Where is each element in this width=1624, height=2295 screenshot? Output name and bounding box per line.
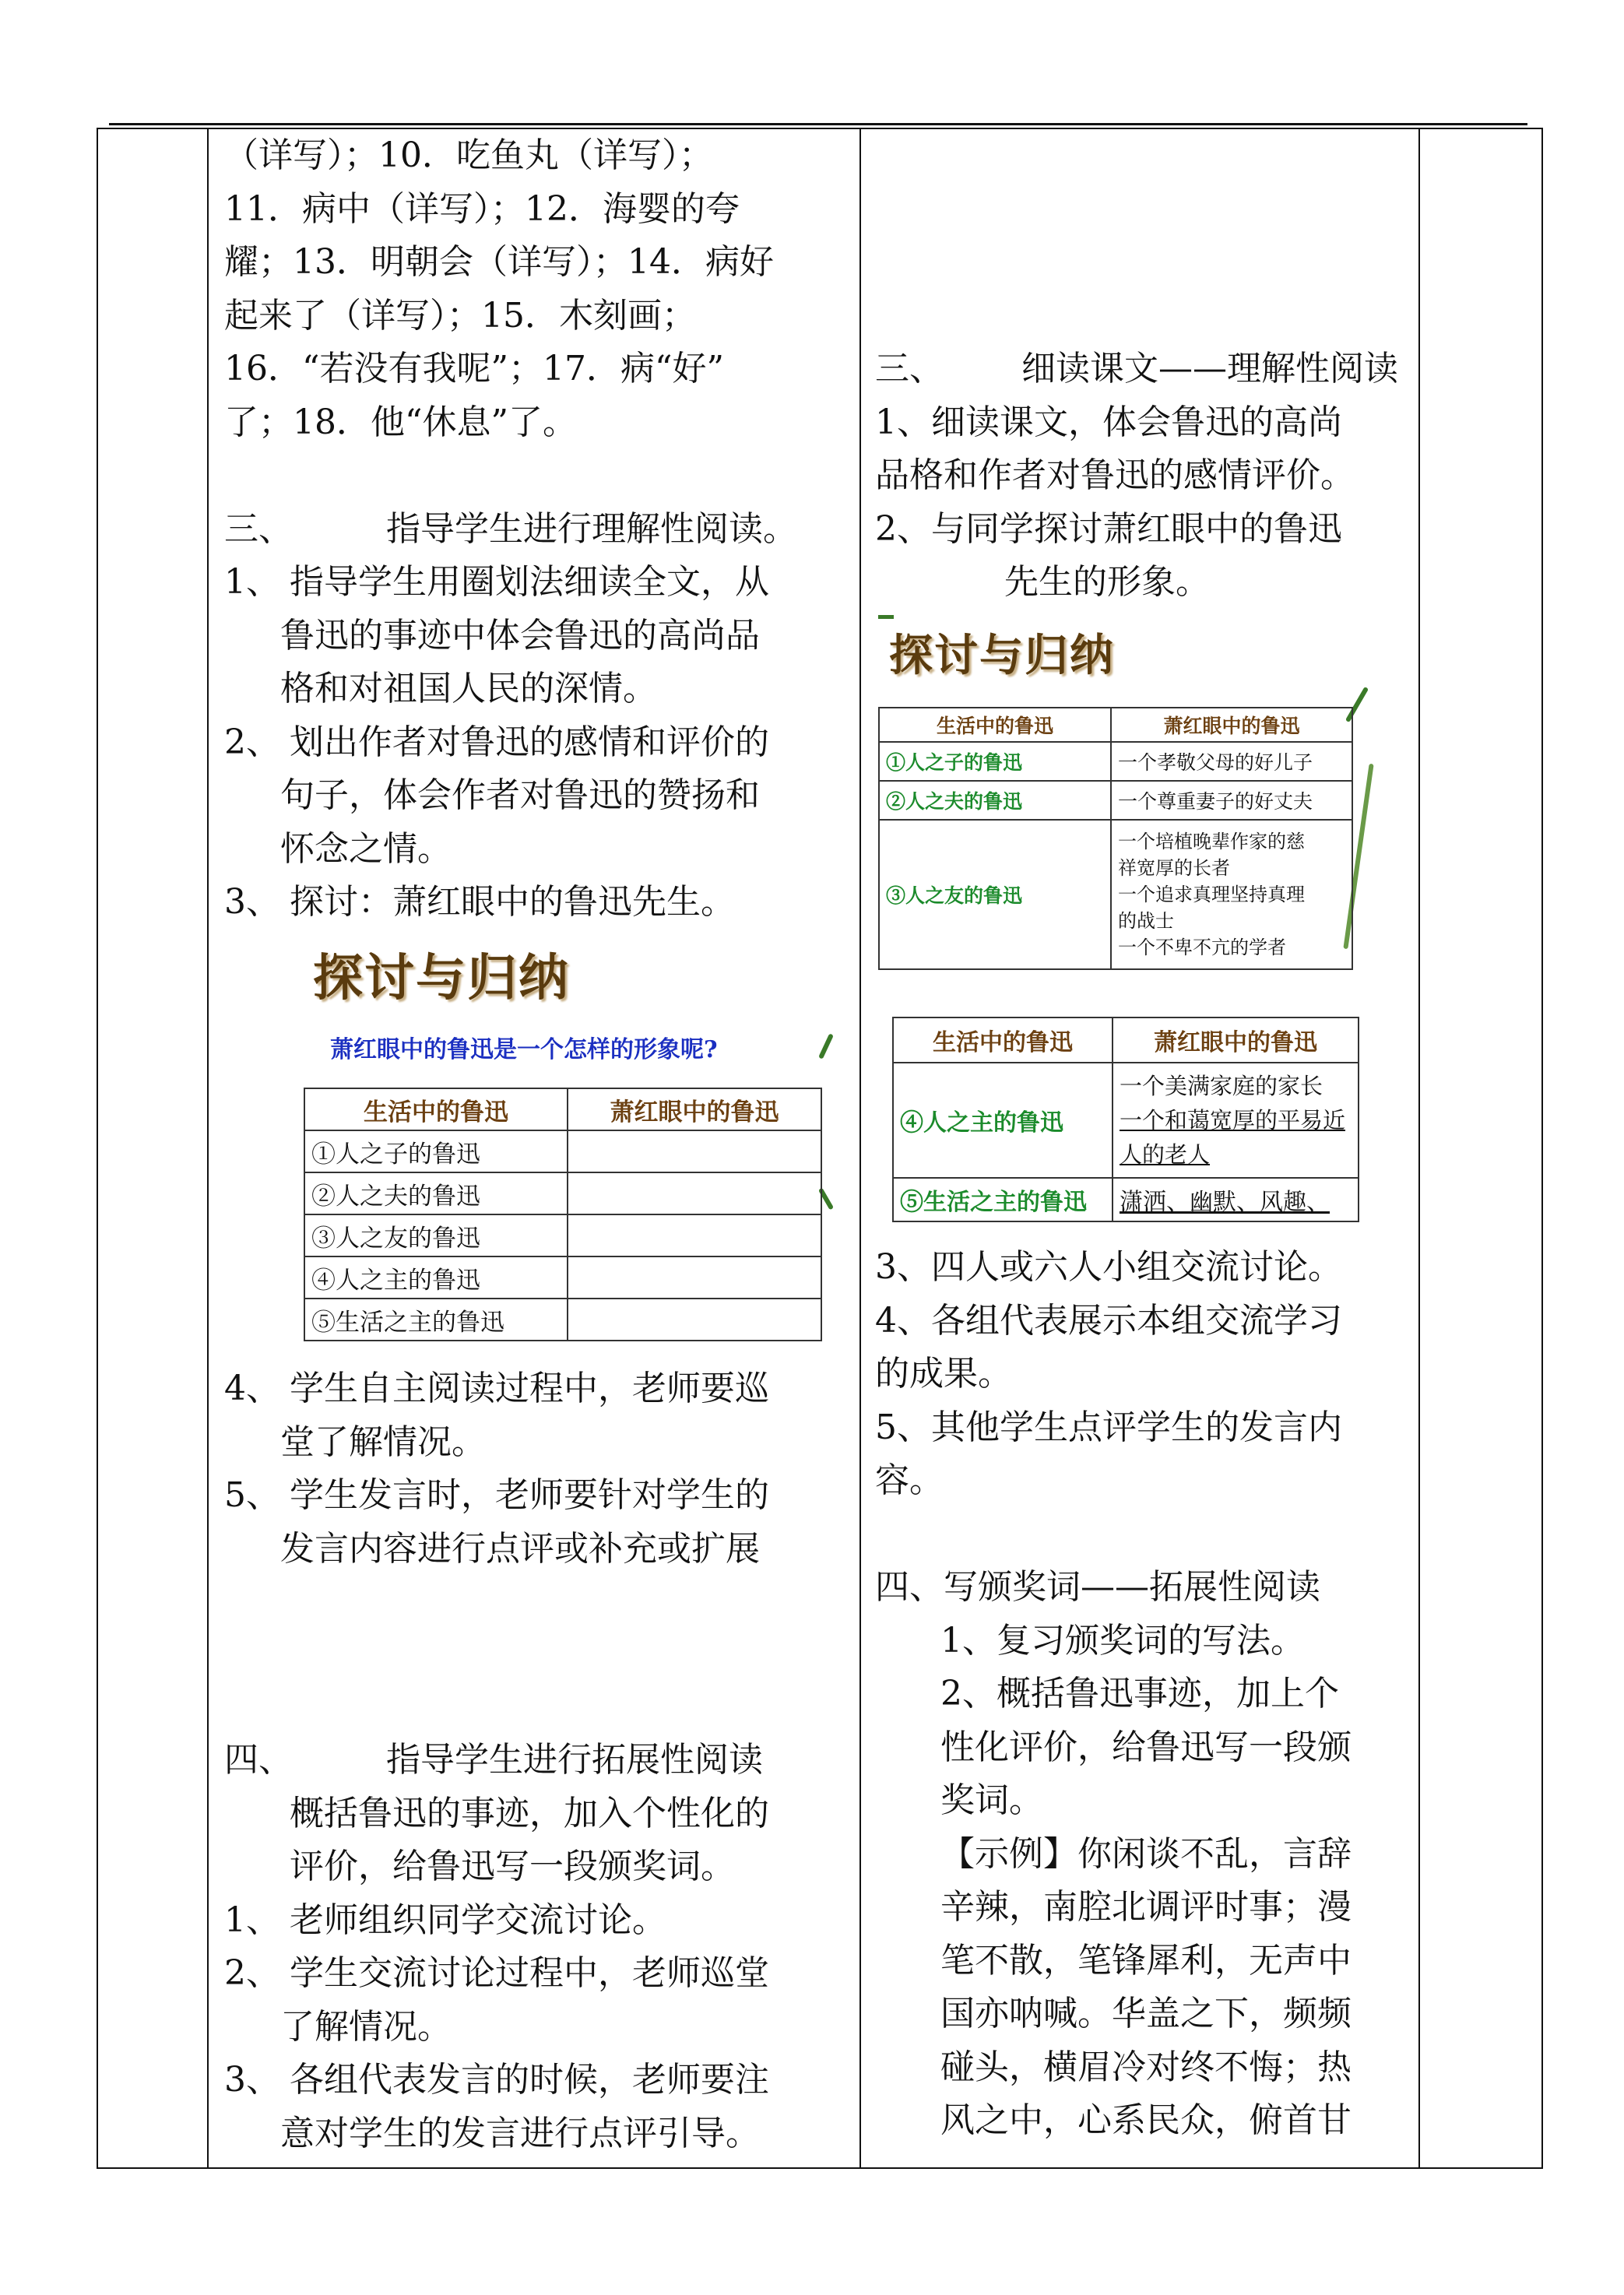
section-title: 指导学生进行拓展性阅读 bbox=[386, 1740, 763, 1780]
table-header: 萧红眼中的鲁迅 bbox=[568, 1088, 821, 1130]
item-text: 堂了解情况。 bbox=[280, 1422, 486, 1462]
item-text: 先生的形象。 bbox=[1004, 562, 1210, 602]
item-text: 格和对祖国人民的深情。 bbox=[280, 669, 657, 708]
item-number: 2、 bbox=[224, 722, 280, 762]
table-cell: 潇洒、幽默、风趣、 bbox=[1113, 1178, 1359, 1221]
slide-question: 萧红眼中的鲁迅是一个怎样的形象呢? bbox=[330, 1036, 718, 1063]
teacher-activity-column-2 bbox=[224, 1362, 870, 1576]
item-text: 了解情况。 bbox=[280, 2006, 452, 2047]
table-cell: 一个孝敬父母的好儿子 bbox=[1111, 742, 1352, 781]
cell-line: 祥宽厚的长者 bbox=[1118, 857, 1230, 879]
list-item bbox=[224, 1469, 870, 1523]
text-line: 11．病中（详写）；12．海婴的夸 bbox=[224, 188, 740, 229]
filled-comparison-table-2 bbox=[892, 1017, 1359, 1222]
blank-comparison-table bbox=[304, 1088, 822, 1341]
item-text: 老师组织同学交流讨论。 bbox=[290, 1900, 666, 1940]
text-line: 16．“若没有我呢”；17．病“好” bbox=[224, 349, 724, 388]
item-number: 5、 bbox=[224, 1475, 280, 1515]
cell-line: 一个追求真理坚持真理 bbox=[1118, 884, 1305, 905]
student-activity-column-2 bbox=[875, 1241, 1420, 2148]
table-cell bbox=[568, 1256, 821, 1299]
item-text: 学生自主阅读过程中，老师要巡 bbox=[290, 1369, 769, 1408]
item-text: 的成果。 bbox=[875, 1354, 1012, 1394]
student-activity-column bbox=[875, 343, 1420, 610]
section-description: 概括鲁迅的事迹，加入个性化的 bbox=[290, 1793, 769, 1833]
table-cell: 一个尊重妻子的好丈夫 bbox=[1111, 781, 1352, 820]
teacher-activity-column-3 bbox=[224, 1734, 870, 2160]
example-text: 风之中，心系民众，俯首甘 bbox=[940, 2100, 1352, 2140]
table-cell: ②人之夫的鲁迅 bbox=[304, 1172, 568, 1214]
table-border-left bbox=[97, 128, 98, 2169]
teacher-activity-column bbox=[224, 129, 870, 930]
item-text: 划出作者对鲁迅的感情和评价的 bbox=[290, 722, 769, 762]
cell-line: 一个和蔼宽厚的平易近 bbox=[1120, 1107, 1346, 1133]
top-rule bbox=[109, 123, 1527, 125]
item-text: 指导学生用圈划法细读全文，从 bbox=[290, 562, 769, 602]
table-cell bbox=[568, 1130, 821, 1172]
section-heading bbox=[875, 343, 1420, 396]
item-text: 性化评价，给鲁迅写一段颁 bbox=[940, 1727, 1352, 1767]
text-line: 起来了（详写）；15．木刻画； bbox=[224, 295, 696, 336]
cell-line: 人的老人 bbox=[1120, 1141, 1211, 1168]
table-cell: ③人之友的鲁迅 bbox=[304, 1214, 568, 1256]
section-description: 评价，给鲁迅写一段颁奖词。 bbox=[290, 1847, 735, 1886]
item-number: 4、 bbox=[224, 1369, 280, 1408]
item-number: 1、 bbox=[224, 1900, 280, 1940]
summary-slide-image-1 bbox=[878, 607, 1369, 973]
table-cell: ⑤生活之主的鲁迅 bbox=[304, 1299, 568, 1341]
table-cell: ④人之主的鲁迅 bbox=[304, 1256, 568, 1299]
item-text: 2、概括鲁迅事迹，加上个 bbox=[940, 1674, 1339, 1713]
list-item: 4、各组代表展示本组交流学习 bbox=[875, 1300, 1342, 1341]
text-line: 耀；13．明朝会（详写）；14．病好 bbox=[224, 242, 774, 282]
table-border-bottom bbox=[97, 2167, 1543, 2169]
table-cell: ③人之友的鲁迅 bbox=[879, 820, 1111, 969]
table-header: 生活中的鲁迅 bbox=[893, 1017, 1113, 1063]
example-text: 国亦呐喊。华盖之下，频频 bbox=[940, 1994, 1352, 2033]
leaf-decoration bbox=[818, 1033, 834, 1059]
list-item bbox=[224, 876, 870, 930]
section-heading bbox=[224, 1734, 870, 1787]
list-item: 3、四人或六人小组交流讨论。 bbox=[875, 1247, 1342, 1287]
table-cell: ①人之子的鲁迅 bbox=[879, 742, 1111, 781]
item-text: 学生发言时，老师要针对学生的 bbox=[290, 1475, 769, 1515]
list-item bbox=[224, 716, 870, 770]
slide-banner: 探讨与归纳 bbox=[889, 630, 1115, 681]
list-item bbox=[224, 2054, 870, 2107]
slide-banner: 探讨与归纳 bbox=[313, 949, 570, 1007]
text-line: 了；18．他“休息”了。 bbox=[224, 402, 577, 442]
section-heading: 四、写颁奖词——拓展性阅读 bbox=[875, 1567, 1320, 1607]
list-item: 1、细读课文，体会鲁迅的高尚 bbox=[875, 402, 1342, 442]
list-item bbox=[224, 1947, 870, 2001]
item-text: 奖词。 bbox=[940, 1780, 1043, 1820]
table-cell: ④人之主的鲁迅 bbox=[893, 1063, 1113, 1178]
item-number: 2、 bbox=[224, 1953, 280, 1993]
leaf-decoration bbox=[878, 615, 894, 619]
table-header: 萧红眼中的鲁迅 bbox=[1111, 708, 1352, 742]
table-cell bbox=[1111, 820, 1352, 969]
text-line: （详写）；10．吃鱼丸（详写）； bbox=[224, 135, 713, 175]
section-heading bbox=[224, 503, 870, 557]
list-item: 5、其他学生点评学生的发言内 bbox=[875, 1407, 1342, 1447]
item-text: 容。 bbox=[875, 1460, 944, 1500]
list-item: 2、与同学探讨萧红眼中的鲁迅 bbox=[875, 508, 1342, 549]
section-number: 四、 bbox=[224, 1740, 293, 1780]
discussion-slide-image bbox=[304, 938, 833, 1343]
list-item bbox=[224, 1362, 870, 1416]
item-text: 发言内容进行点评或补充或扩展 bbox=[280, 1528, 760, 1569]
table-cell: ⑤生活之主的鲁迅 bbox=[893, 1178, 1113, 1221]
example-text: 碰头，横眉冷对终不悔；热 bbox=[940, 2047, 1352, 2087]
table-cell bbox=[568, 1172, 821, 1214]
cell-line: 的战士 bbox=[1118, 910, 1174, 932]
example-text: 【示例】你闲谈不乱，言辞 bbox=[940, 1833, 1352, 1874]
item-number: 3、 bbox=[224, 882, 280, 922]
cell-line: 一个不卑不亢的学者 bbox=[1118, 937, 1286, 958]
item-text: 意对学生的发言进行点评引导。 bbox=[280, 2113, 760, 2153]
cell-line: 一个美满家庭的家长 bbox=[1120, 1073, 1323, 1099]
table-border-right bbox=[1541, 128, 1543, 2169]
example-text: 辛辣，南腔北调评时事；漫 bbox=[940, 1887, 1352, 1927]
item-text: 怀念之情。 bbox=[280, 828, 452, 869]
item-number: 1、 bbox=[224, 562, 280, 602]
table-cell bbox=[1113, 1063, 1359, 1178]
item-text: 探讨：萧红眼中的鲁迅先生。 bbox=[290, 882, 735, 922]
table-header: 生活中的鲁迅 bbox=[879, 708, 1111, 742]
table-cell bbox=[568, 1299, 821, 1341]
item-text: 1、复习颁奖词的写法。 bbox=[940, 1620, 1305, 1661]
section-number: 三、 bbox=[224, 508, 293, 549]
table-cell: ①人之子的鲁迅 bbox=[304, 1130, 568, 1172]
section-title: 细读课文——理解性阅读 bbox=[1021, 349, 1398, 388]
filled-comparison-table-1 bbox=[878, 707, 1353, 970]
section-title: 指导学生进行理解性阅读。 bbox=[386, 508, 797, 549]
table-divider-1 bbox=[207, 128, 209, 2169]
table-header: 萧红眼中的鲁迅 bbox=[1113, 1017, 1359, 1063]
list-item bbox=[224, 556, 870, 610]
item-text: 品格和作者对鲁迅的感情评价。 bbox=[875, 455, 1355, 495]
table-cell bbox=[568, 1214, 821, 1256]
table-cell: ②人之夫的鲁迅 bbox=[879, 781, 1111, 820]
list-item bbox=[224, 1894, 870, 1948]
example-text: 笔不散，笔锋犀利，无声中 bbox=[940, 1940, 1352, 1980]
cell-line: 一个培植晚辈作家的慈 bbox=[1118, 831, 1305, 852]
item-number: 3、 bbox=[224, 2060, 280, 2100]
item-text: 各组代表发言的时候，老师要注 bbox=[290, 2060, 769, 2100]
item-text: 学生交流讨论过程中，老师巡堂 bbox=[290, 1953, 769, 1993]
table-header: 生活中的鲁迅 bbox=[304, 1088, 568, 1130]
item-text: 鲁迅的事迹中体会鲁迅的高尚品 bbox=[280, 615, 760, 655]
section-number: 三、 bbox=[875, 349, 944, 388]
summary-slide-image-2 bbox=[892, 1017, 1359, 1235]
item-text: 句子，体会作者对鲁迅的赞扬和 bbox=[280, 775, 760, 815]
